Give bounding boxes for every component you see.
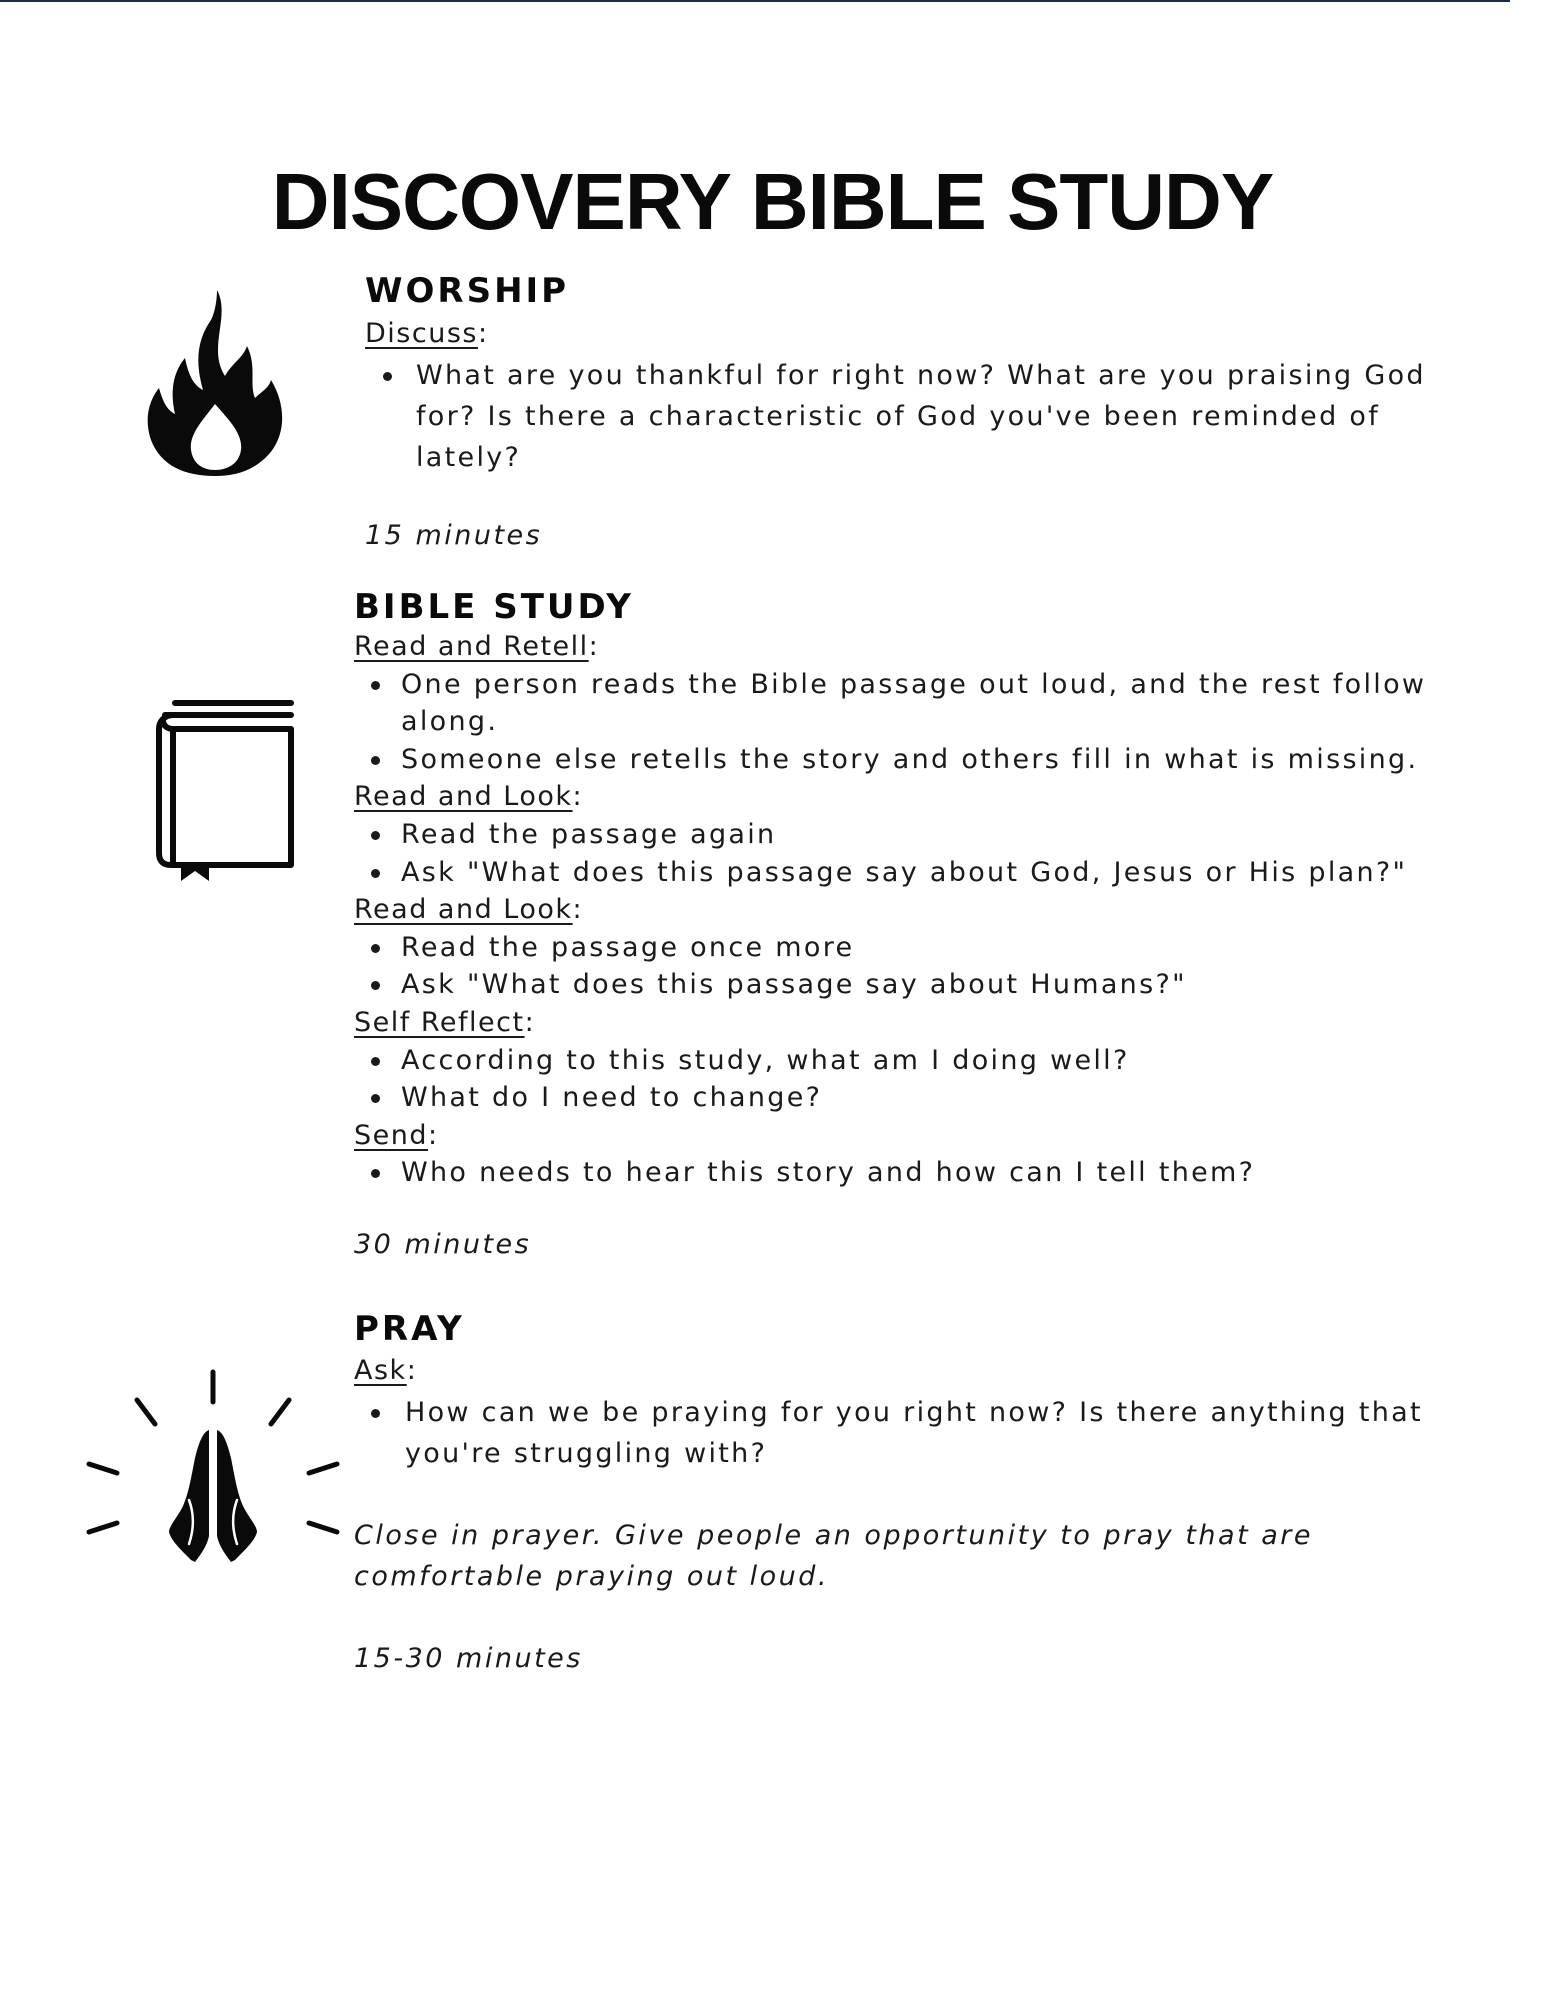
book-icon xyxy=(151,695,301,885)
list-item: According to this study, what am I doing well? xyxy=(354,1042,1454,1080)
list-item: How can we be praying for you right now? Is there anything that you're struggling with? xyxy=(354,1392,1454,1474)
list-item: One person reads the Bible passage out loud, and the rest follow along. xyxy=(354,666,1454,741)
list-item: What are you thankful for right now? What are you praising God for? Is there a characteristic of God you've been reminded of lately? xyxy=(365,355,1465,478)
bullet-list xyxy=(354,666,1454,779)
subsection-label: Read and Look: xyxy=(354,894,584,926)
praying-hands-icon xyxy=(85,1368,345,1568)
subsection-label: Self Reflect: xyxy=(354,1006,536,1038)
subsection-label: Discuss: xyxy=(365,318,489,349)
bullet-list xyxy=(354,1042,1454,1117)
bullet-list xyxy=(354,1392,1454,1474)
closing-note: Close in prayer. Give people an opportunity to pray that are comfortable praying out loud. xyxy=(354,1520,1314,1592)
bullet-list xyxy=(354,929,1454,1004)
list-item: Someone else retells the story and others fill in what is missing. xyxy=(354,741,1454,779)
duration: 15-30 minutes xyxy=(354,1643,583,1674)
bible-study-section xyxy=(354,587,1454,1260)
list-item: What do I need to change? xyxy=(354,1079,1454,1117)
subsection-label: Ask: xyxy=(354,1355,418,1386)
flame-icon xyxy=(145,288,285,478)
pray-section xyxy=(354,1309,1454,1679)
list-item: Ask "What does this passage say about God, Jesus or His plan?" xyxy=(354,854,1454,892)
duration: 30 minutes xyxy=(354,1228,532,1260)
list-item: Read the passage again xyxy=(354,816,1454,854)
subsection-label: Read and Look: xyxy=(354,781,584,813)
bullet-list xyxy=(354,816,1454,891)
section-heading: BIBLE STUDY xyxy=(354,587,634,627)
list-item: Who needs to hear this story and how can I tell them? xyxy=(354,1154,1454,1192)
list-item: Ask "What does this passage say about Humans?" xyxy=(354,966,1454,1004)
duration: 15 minutes xyxy=(365,520,543,551)
subsection-label: Read and Retell: xyxy=(354,631,600,662)
top-divider xyxy=(0,0,1510,2)
bullet-list xyxy=(365,355,1465,478)
bullet-list xyxy=(354,1154,1454,1192)
page-title: DISCOVERY BIBLE STUDY xyxy=(271,156,1274,246)
worship-section xyxy=(365,271,1465,551)
section-heading: PRAY xyxy=(354,1309,465,1349)
subsection-label: Send: xyxy=(354,1119,439,1151)
list-item: Read the passage once more xyxy=(354,929,1454,967)
section-heading: WORSHIP xyxy=(365,271,570,311)
